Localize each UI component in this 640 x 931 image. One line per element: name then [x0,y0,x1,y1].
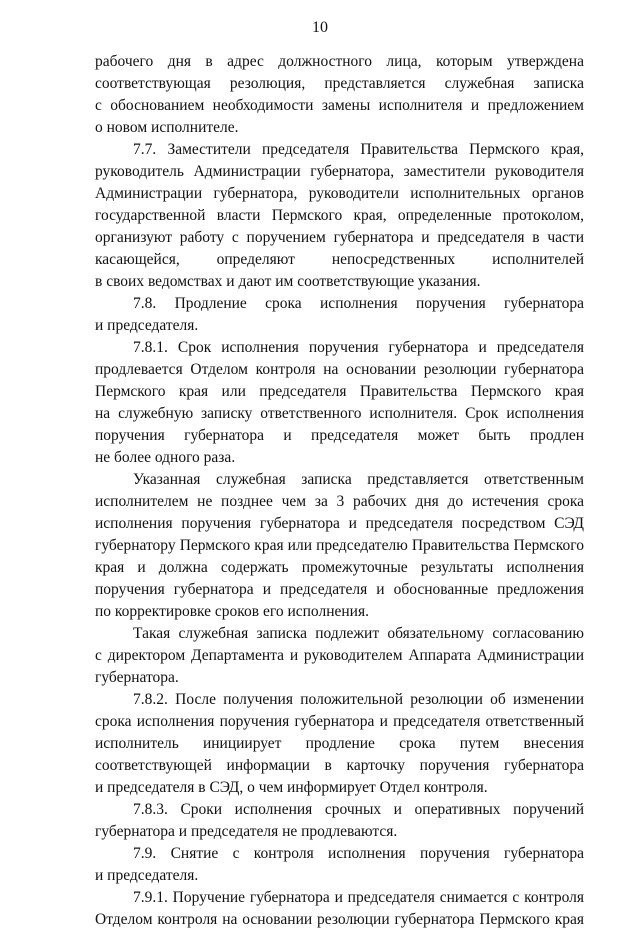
text-line: губернатора и председателя не продлеваются. [95,823,398,840]
text-line: рабочего дня в адрес должностного лица, которым утверждена [95,53,584,70]
text-line: с обоснованием необходимости замены исполнителя и предложением [95,97,584,114]
text-line: на служебную записку ответственного исполнителя. Срок исполнения [95,405,584,422]
text-line: исполнения поручения губернатора и председателя посредством СЭД [95,515,584,532]
text-line: исполнитель инициирует продление срока путем внесения [95,735,584,752]
text-line: 7.8.1. Срок исполнения поручения губернатора и председателя [133,339,584,356]
text-line: 7.8.2. После получения положительной резолюции об изменении [133,691,584,708]
text-line: по корректировке сроков его исполнения. [95,603,369,620]
text-line: поручения губернатора и председателя может быть продлен [95,427,584,444]
text-line: 7.9.1. Поручение губернатора и председателя снимается с контроля [133,889,584,906]
text-line: края и должна содержать промежуточные результаты исполнения [95,559,584,576]
text-line: и председателя в СЭД, о чем информирует Отдел контроля. [95,779,488,796]
text-line: поручения губернатора и председателя и обоснованные предложения [95,581,584,598]
text-line: Администрации губернатора, руководители исполнительных органов [95,185,584,202]
text-line: продлевается Отделом контроля на основании резолюции губернатора [95,361,584,378]
text-line: и председателя. [95,867,199,884]
text-line: губернатору Пермского края или председателю Правительства Пермского [95,537,584,554]
text-line: с директором Департамента и руководителем Аппарата Администрации [95,647,584,664]
text-line: руководитель Администрации губернатора, заместители руководителя [95,163,584,180]
text-line: соответствующая резолюция, представляется служебная записка [95,75,584,92]
page-number: 10 [312,19,328,36]
text-line: соответствующей информации в карточку поручения губернатора [95,757,584,774]
text-line: 7.8. Продление срока исполнения поручения губернатора [133,295,584,312]
text-line: Отделом контроля на основании резолюции губернатора Пермского края [95,911,584,928]
text-line: 7.9. Снятие с контроля исполнения поручения губернатора [133,845,584,862]
text-line: и председателя. [95,317,199,334]
text-line: не более одного раза. [95,449,236,466]
text-line: о новом исполнителе. [95,119,239,136]
text-line: Пермского края или председателя Правительства Пермского края [95,383,584,400]
text-line: Такая служебная записка подлежит обязательному согласованию [133,625,584,642]
body-text [95,51,584,931]
text-line: касающейся, определяют непосредственных исполнителей [95,251,584,268]
text-line: 7.7. Заместители председателя Правительства Пермского края, [133,141,584,158]
text-line: 7.8.3. Сроки исполнения срочных и оперативных поручений [133,801,584,818]
text-line: в своих ведомствах и дают им соответствующие указания. [95,273,481,290]
text-line: организуют работу с поручением губернатора и председателя в части [95,229,584,246]
text-line: губернатора. [95,669,179,686]
text-line: срока исполнения поручения губернатора и председателя ответственный [95,713,584,730]
text-line: Указанная служебная записка представляется ответственным [133,471,584,488]
text-line: государственной власти Пермского края, определенные протоколом, [95,207,584,224]
text-line: исполнителем не позднее чем за 3 рабочих дня до истечения срока [95,493,584,510]
